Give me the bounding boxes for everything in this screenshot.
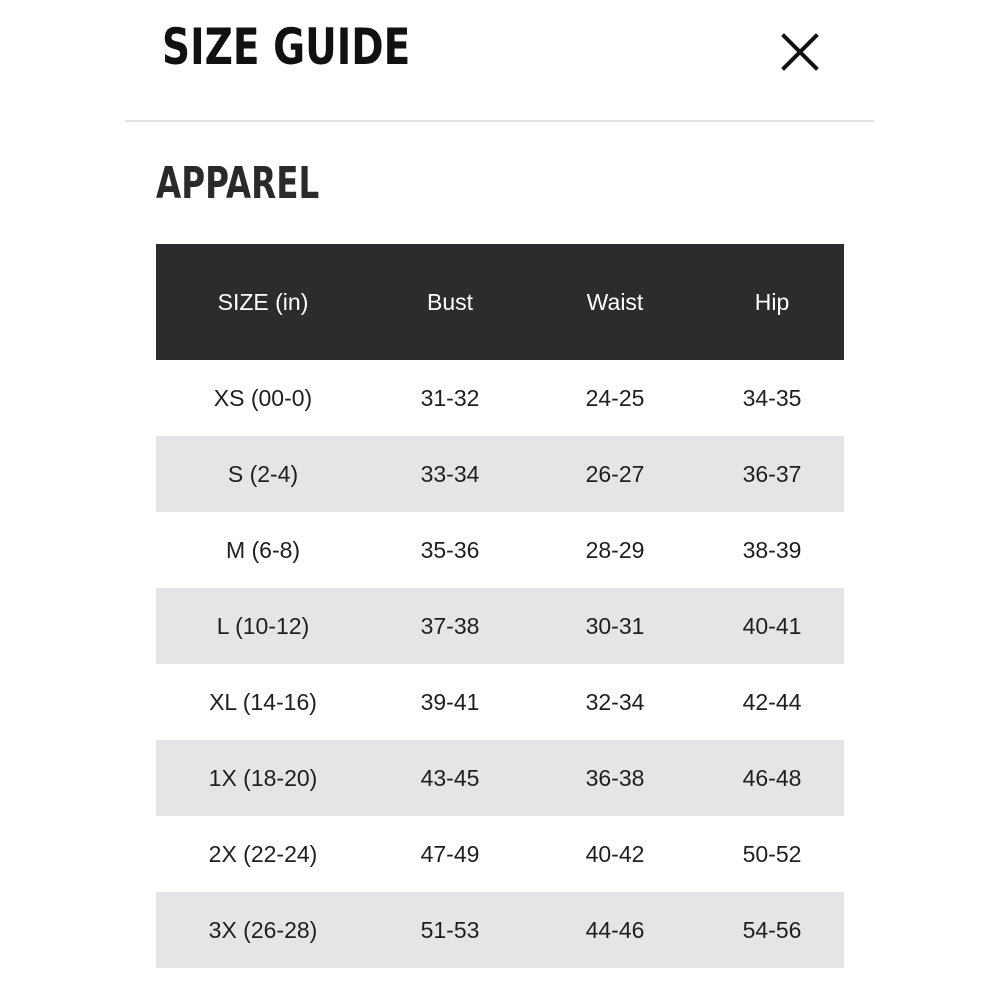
waist-cell: 26-27 <box>585 460 645 487</box>
table-row <box>156 512 844 588</box>
waist-cell: 44-46 <box>585 916 645 943</box>
waist-cell: 24-25 <box>585 384 645 411</box>
close-button[interactable] <box>776 28 824 76</box>
bust-cell: 33-34 <box>420 460 480 487</box>
hip-cell: 50-52 <box>742 840 802 867</box>
size-cell: XL (14-16) <box>209 688 317 715</box>
section-heading: APPAREL <box>156 158 320 209</box>
hip-cell: 46-48 <box>742 764 802 791</box>
hip-cell: 36-37 <box>742 460 802 487</box>
bust-cell: 37-38 <box>420 612 480 639</box>
column-header-waist: Waist <box>586 288 644 315</box>
close-icon <box>776 28 824 76</box>
hip-cell: 54-56 <box>742 916 802 943</box>
table-row <box>156 664 844 740</box>
size-table <box>156 244 844 968</box>
size-cell: 2X (22-24) <box>208 840 318 867</box>
size-cell: 1X (18-20) <box>208 764 318 791</box>
waist-cell: 36-38 <box>585 764 645 791</box>
hip-cell: 34-35 <box>742 384 802 411</box>
table-row <box>156 436 844 512</box>
table-row <box>156 816 844 892</box>
size-cell: M (6-8) <box>225 536 301 563</box>
bust-cell: 39-41 <box>420 688 480 715</box>
table-row <box>156 892 844 968</box>
column-header-bust: Bust <box>426 288 474 315</box>
hip-cell: 38-39 <box>742 536 802 563</box>
size-cell: L (10-12) <box>216 612 310 639</box>
hip-cell: 40-41 <box>742 612 802 639</box>
bust-cell: 47-49 <box>420 840 480 867</box>
table-row <box>156 588 844 664</box>
waist-cell: 28-29 <box>585 536 645 563</box>
table-row <box>156 360 844 436</box>
waist-cell: 40-42 <box>585 840 645 867</box>
table-row <box>156 740 844 816</box>
size-cell: S (2-4) <box>227 460 299 487</box>
header-divider <box>125 120 874 122</box>
column-header-size: SIZE (in) <box>217 288 309 315</box>
bust-cell: 51-53 <box>420 916 480 943</box>
size-cell: XS (00-0) <box>213 384 313 411</box>
bust-cell: 43-45 <box>420 764 480 791</box>
waist-cell: 32-34 <box>585 688 645 715</box>
modal-title: SIZE GUIDE <box>162 18 411 76</box>
hip-cell: 42-44 <box>742 688 802 715</box>
bust-cell: 35-36 <box>420 536 480 563</box>
bust-cell: 31-32 <box>420 384 480 411</box>
table-header-row <box>156 244 844 360</box>
waist-cell: 30-31 <box>585 612 645 639</box>
size-guide-header <box>0 0 1000 121</box>
column-header-hip: Hip <box>754 288 790 315</box>
size-cell: 3X (26-28) <box>208 916 318 943</box>
